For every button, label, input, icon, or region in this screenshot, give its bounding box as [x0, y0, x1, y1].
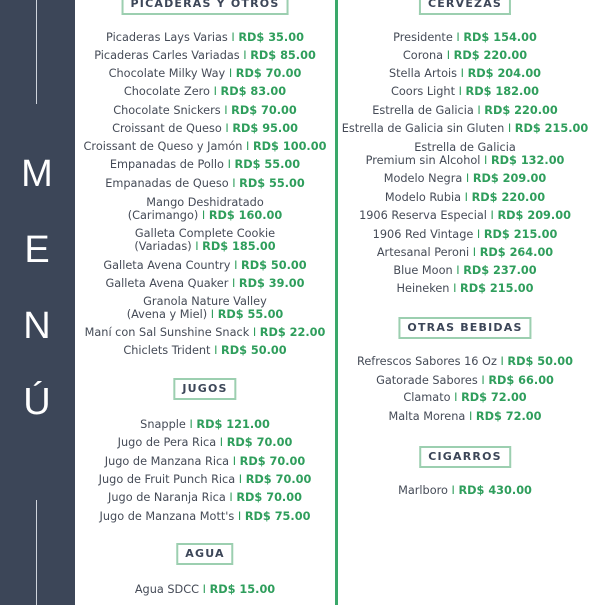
section-header: AGUA — [176, 543, 233, 565]
price-separator: I — [213, 85, 217, 98]
menu-item-name: Estrella de Galicia sin Gluten — [341, 122, 505, 135]
menu-item-name: Heineken — [396, 282, 450, 295]
menu-item — [75, 583, 335, 596]
price-separator: I — [229, 491, 233, 504]
menu-item-price: RD$ 215.00 — [514, 122, 589, 135]
menu-item-name: Galleta Complete Cookie — [134, 227, 276, 240]
price-separator: I — [201, 209, 206, 222]
menu-item-price: RD$ 100.00 — [252, 140, 327, 153]
menu-item — [338, 154, 592, 167]
menu-item-name: Croissant de Queso — [112, 122, 222, 135]
menu-item-price: RD$ 75.00 — [244, 510, 311, 523]
menu-item-price: RD$ 132.00 — [490, 154, 565, 167]
price-separator: I — [214, 344, 218, 357]
menu-item-name: Chocolate Zero — [123, 85, 210, 98]
menu-item-name: Jugo de Manzana Rica — [104, 455, 230, 468]
menu-item-name: Gatorade Sabores — [376, 374, 478, 387]
price-separator: I — [451, 484, 455, 497]
menu-item — [338, 31, 592, 44]
menu-item-name: Picaderas Carles Variadas — [94, 49, 240, 62]
menu-item — [75, 326, 335, 339]
menu-item — [338, 85, 592, 98]
price-separator: I — [202, 583, 206, 596]
price-separator: I — [507, 122, 512, 135]
menu-item — [75, 122, 335, 135]
menu-item-name: Stella Artois — [388, 67, 458, 80]
price-separator: I — [224, 104, 228, 117]
menu-item — [75, 104, 335, 117]
section-header: CERVEZAS — [419, 0, 511, 15]
menu-item — [338, 282, 592, 295]
price-separator: I — [472, 246, 477, 259]
menu-item — [75, 85, 335, 98]
menu-item-name: Chocolate Snickers — [113, 104, 221, 117]
menu-item — [75, 344, 335, 357]
menu-item-price: RD$ 185.00 — [202, 240, 276, 253]
menu-item-price: RD$ 72.00 — [475, 410, 542, 423]
price-separator: I — [458, 85, 462, 98]
section-header: CIGARROS — [419, 446, 511, 468]
menu-item-price: RD$ 95.00 — [232, 122, 298, 135]
menu-item-name: Jugo de Manzana Mott's — [99, 510, 235, 523]
menu-item — [338, 49, 592, 62]
menu-item — [75, 158, 335, 171]
menu-item-name: Jugo de Fruit Punch Rica — [98, 473, 236, 486]
menu-item — [75, 67, 335, 80]
menu-item-name: Chiclets Trident — [123, 344, 211, 357]
price-separator: I — [446, 49, 451, 62]
menu-item — [338, 104, 592, 117]
menu-item-name: Estrella de Galicia — [414, 141, 516, 154]
menu-item-price: RD$ 237.00 — [463, 264, 537, 277]
menu-item-price: RD$ 55.00 — [239, 177, 305, 190]
menu-letter: N — [23, 305, 52, 347]
price-separator: I — [456, 264, 460, 277]
menu-item — [75, 473, 335, 486]
menu-item-name: Croissant de Queso y Jamón — [83, 140, 243, 153]
menu-item — [338, 374, 592, 387]
price-separator: I — [464, 191, 469, 204]
price-separator: I — [500, 355, 504, 368]
price-separator: I — [231, 31, 235, 44]
price-separator: I — [210, 308, 215, 321]
menu-item-price: RD$ 430.00 — [458, 484, 532, 497]
menu-item-name: Blue Moon — [393, 264, 453, 277]
menu-item — [338, 209, 592, 222]
sidebar-bottom-line — [36, 500, 37, 605]
price-separator: I — [465, 172, 470, 185]
menu-item — [338, 172, 592, 185]
menu-item-name: Presidente — [393, 31, 453, 44]
menu-item-name: Clamato — [403, 391, 451, 404]
price-separator: I — [468, 410, 473, 423]
menu-item — [75, 308, 335, 321]
menu-item — [75, 277, 335, 290]
price-separator: I — [456, 31, 460, 44]
menu-item-name: Agua SDCC — [134, 583, 200, 596]
menu-item-price: RD$ 70.00 — [226, 436, 293, 449]
menu-item-price: RD$ 15.00 — [209, 583, 276, 596]
menu-item-name: Modelo Negra — [383, 172, 463, 185]
menu-item-price: RD$ 72.00 — [461, 391, 527, 404]
menu-item-price: RD$ 121.00 — [196, 418, 270, 431]
menu-item-price: RD$ 66.00 — [488, 374, 554, 387]
menu-item — [338, 191, 592, 204]
menu-item-price: RD$ 264.00 — [479, 246, 554, 259]
section-header: OTRAS BEBIDAS — [398, 317, 531, 339]
menu-item — [75, 259, 335, 272]
price-separator: I — [238, 473, 243, 486]
menu-item-name: Marlboro — [398, 484, 448, 497]
price-separator: I — [460, 67, 464, 80]
menu-item-price: RD$ 220.00 — [484, 104, 558, 117]
menu-item — [338, 122, 592, 135]
menu-item-name: Corona — [402, 49, 444, 62]
menu-item-name: (Variadas) — [134, 240, 192, 253]
menu-item-price: RD$ 70.00 — [236, 491, 302, 504]
price-separator: I — [246, 140, 250, 153]
menu-item-price: RD$ 160.00 — [208, 209, 283, 222]
menu-item — [338, 228, 592, 241]
menu-item-price: RD$ 85.00 — [250, 49, 316, 62]
menu-item-price: RD$ 39.00 — [238, 277, 305, 290]
menu-item-price: RD$ 220.00 — [453, 49, 528, 62]
menu-item-price: RD$ 35.00 — [238, 31, 304, 44]
menu-item-name: 1906 Reserva Especial — [359, 209, 487, 222]
menu-item-name: Granola Nature Valley — [143, 295, 267, 308]
menu-item-price: RD$ 70.00 — [245, 473, 312, 486]
menu-item-price: RD$ 154.00 — [463, 31, 537, 44]
menu-item-name: Refrescos Sabores 16 Oz — [356, 355, 497, 368]
menu-item-name: Galleta Avena Quaker — [105, 277, 229, 290]
menu-letter: M — [21, 153, 54, 195]
menu-item-name: Estrella de Galicia — [372, 104, 474, 117]
price-separator: I — [477, 104, 481, 117]
menu-item-price: RD$ 55.00 — [234, 158, 301, 171]
menu-letter: Ú — [23, 381, 52, 423]
menu-letter: E — [24, 229, 51, 271]
menu-item-price: RD$ 70.00 — [239, 455, 306, 468]
menu-item-name: 1906 Red Vintage — [372, 228, 474, 241]
menu-item — [75, 418, 335, 431]
menu-item-price: RD$ 83.00 — [220, 85, 287, 98]
menu-item-name: Maní con Sal Sunshine Snack — [84, 326, 250, 339]
menu-item — [75, 436, 335, 449]
menu-item-name: Snapple — [140, 418, 186, 431]
price-separator: I — [231, 277, 236, 290]
menu-item-name: Mango Deshidratado — [146, 196, 264, 209]
price-separator: I — [243, 49, 247, 62]
price-separator: I — [484, 154, 488, 167]
menu-item-name: Artesanal Peroni — [376, 246, 470, 259]
menu-item — [338, 484, 592, 497]
menu-item — [75, 510, 335, 523]
menu-item-price: RD$ 50.00 — [221, 344, 287, 357]
menu-item-name: Chocolate Milky Way — [108, 67, 226, 80]
price-separator: I — [476, 228, 481, 241]
menu-item-price: RD$ 220.00 — [471, 191, 546, 204]
menu-item — [75, 49, 335, 62]
price-separator: I — [481, 374, 485, 387]
menu-item-price: RD$ 22.00 — [259, 326, 326, 339]
price-separator: I — [227, 158, 231, 171]
menu-item — [75, 491, 335, 504]
menu-item-name: Galleta Avena Country — [103, 259, 231, 272]
menu-item-price: RD$ 182.00 — [465, 85, 540, 98]
menu-item-name: Malta Morena — [388, 410, 466, 423]
sidebar — [0, 0, 75, 605]
menu-item-price: RD$ 204.00 — [467, 67, 542, 80]
menu-title — [0, 150, 75, 454]
price-separator: I — [252, 326, 257, 339]
menu-item-name: Empanadas de Pollo — [109, 158, 224, 171]
section-header: PICADERAS Y OTROS — [122, 0, 289, 15]
price-separator: I — [195, 240, 199, 253]
menu-item-price: RD$ 209.00 — [472, 172, 547, 185]
menu-item-price: RD$ 70.00 — [235, 67, 302, 80]
menu-item — [338, 410, 592, 423]
menu-item — [75, 31, 335, 44]
menu-item — [75, 140, 335, 153]
price-separator: I — [228, 67, 233, 80]
menu-item — [338, 246, 592, 259]
menu-item-name: Empanadas de Queso — [105, 177, 229, 190]
price-separator: I — [219, 436, 224, 449]
menu-item-price: RD$ 215.00 — [460, 282, 534, 295]
section-header: JUGOS — [173, 378, 236, 400]
menu-item-price: RD$ 50.00 — [241, 259, 307, 272]
menu-item-price: RD$ 50.00 — [507, 355, 574, 368]
menu-item — [338, 67, 592, 80]
menu-item — [75, 240, 335, 253]
menu-item-name: Coors Light — [390, 85, 456, 98]
price-separator: I — [189, 418, 193, 431]
menu-item-name: (Avena y Miel) — [126, 308, 208, 321]
menu-item-name: Premium sin Alcohol — [365, 154, 481, 167]
menu-item-name: Jugo de Naranja Rica — [108, 491, 226, 504]
menu-item-name: Modelo Rubia — [384, 191, 462, 204]
menu-item — [338, 264, 592, 277]
price-separator: I — [453, 282, 457, 295]
menu-item-price: RD$ 215.00 — [483, 228, 558, 241]
menu-item-name: (Carimango) — [127, 209, 199, 222]
sidebar-top-line — [36, 0, 37, 104]
price-separator: I — [232, 455, 237, 468]
price-separator: I — [454, 391, 458, 404]
price-separator: I — [232, 177, 236, 190]
menu-item-name: Jugo de Pera Rica — [117, 436, 217, 449]
menu-item — [75, 177, 335, 190]
price-separator: I — [225, 122, 229, 135]
price-separator: I — [490, 209, 494, 222]
menu-item-price: RD$ 55.00 — [217, 308, 284, 321]
price-separator: I — [234, 259, 238, 272]
menu-item — [338, 391, 592, 404]
menu-item-price: RD$ 209.00 — [497, 209, 571, 222]
price-separator: I — [237, 510, 242, 523]
menu-item — [75, 455, 335, 468]
menu-item-name: Picaderas Lays Varias — [106, 31, 228, 44]
menu-item-price: RD$ 70.00 — [231, 104, 297, 117]
menu-item — [338, 355, 592, 368]
menu-item — [75, 209, 335, 222]
